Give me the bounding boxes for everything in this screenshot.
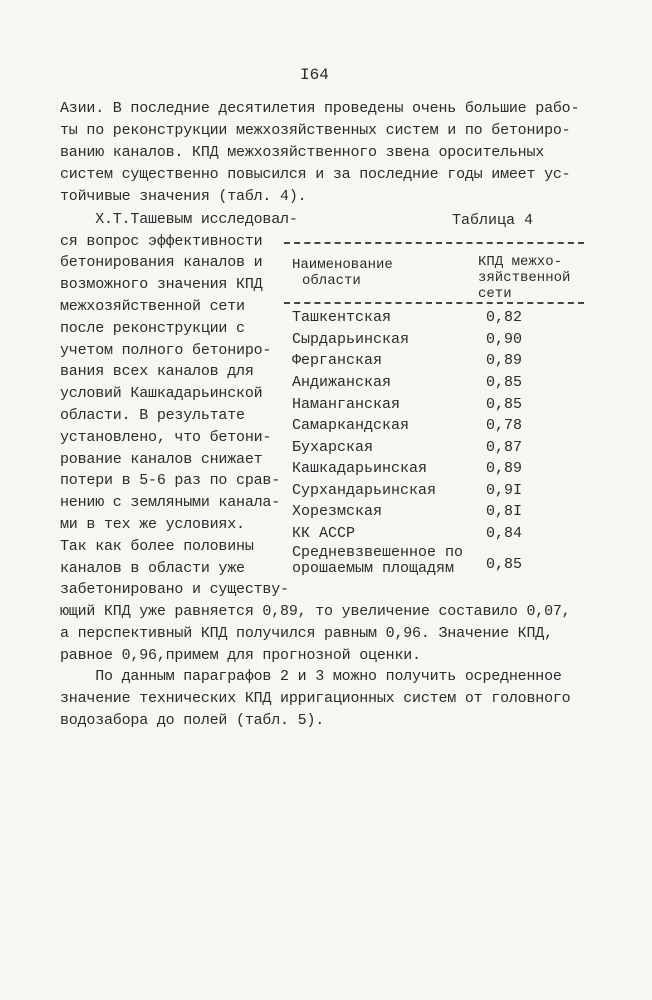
text-line: области. В результате [60, 407, 245, 424]
text-line: вания всех каналов для [60, 363, 254, 380]
efficiency-value: 0,82 [486, 309, 523, 326]
efficiency-value: 0,78 [486, 417, 523, 434]
page-number: I64 [300, 66, 329, 84]
text-line: тойчивые значения (табл. 4). [60, 188, 307, 205]
efficiency-value: 0,90 [486, 331, 523, 348]
text-line: систем существенно повысился и за последние годы имеет ус- [60, 166, 571, 183]
efficiency-value: 0,84 [486, 525, 523, 542]
text-line: возможного значения КПД [60, 276, 263, 293]
average-label-line: Средневзвешенное по [292, 544, 464, 561]
region-name: Бухарская [292, 439, 374, 456]
header-line: Наименование [292, 257, 393, 273]
text-line: ющий КПД уже равняется 0,89, то увеличение составило 0,07, [60, 603, 571, 620]
text-line: а перспективный КПД получился равным 0,96. Значение КПД, [60, 625, 553, 642]
text-line: равное 0,96,примем для прогнозной оценки. [60, 647, 421, 664]
region-name: Сырдарьинская [292, 331, 410, 348]
efficiency-value: 0,87 [486, 439, 523, 456]
header-line: области [302, 273, 361, 289]
efficiency-value: 0,89 [486, 352, 523, 369]
text-line: водозабора до полей (табл. 5). [60, 712, 325, 729]
text-line: нению с земляными канала- [60, 494, 281, 511]
region-name: Ферганская [292, 352, 383, 369]
table-header-efficiency [478, 254, 570, 302]
text-line: ванию каналов. КПД межхозяйственного звена оросительных [60, 144, 545, 161]
table-caption: Таблица 4 [452, 212, 534, 229]
text-line: значение технических КПД ирригационных систем от головного [60, 690, 571, 707]
table-rule-header [284, 302, 584, 304]
region-name: Ташкентская [292, 309, 392, 326]
table-header-region [292, 257, 393, 289]
efficiency-value: 0,8I [486, 503, 523, 520]
region-name: Наманганская [292, 396, 401, 413]
region-name: Хорезмская [292, 503, 383, 520]
text-line: ся вопрос эффективности [60, 233, 263, 250]
region-name: Сурхандарьинская [292, 482, 437, 499]
text-line: потери в 5-6 раз по срав- [60, 472, 281, 489]
text-line: учетом полного бетониро- [60, 342, 272, 359]
text-line: межхозяйственной сети [60, 298, 245, 315]
text-line: забетонировано и существу- [60, 581, 289, 598]
text-line: рование каналов снижает [60, 451, 263, 468]
region-name: КК АССР [292, 525, 356, 542]
text-line: ми в тех же условиях. [60, 516, 245, 533]
text-line: Азии. В последние десятилетия проведены очень большие рабо- [60, 100, 580, 117]
header-line: КПД межхо- [478, 254, 563, 270]
text-line: бетонирования каналов и [60, 254, 263, 271]
region-name: Андижанская [292, 374, 392, 391]
text-line: Х.Т.Ташевым исследовал- [60, 211, 298, 228]
table-rule-top [284, 242, 584, 244]
text-line: установлено, что бетони- [60, 429, 272, 446]
text-line: условий Кашкадарьинской [60, 385, 263, 402]
text-line: Так как более половины [60, 538, 254, 555]
region-name: Самаркандская [292, 417, 410, 434]
text-line: ты по реконструкции межхозяйственных систем и по бетониро- [60, 122, 571, 139]
text-line: По данным параграфов 2 и 3 можно получить осредненное [60, 668, 562, 685]
efficiency-value: 0,85 [486, 396, 523, 413]
text-line: каналов в области уже [60, 560, 245, 577]
region-name: Кашкадарьинская [292, 460, 428, 477]
average-label-line: орошаемым площадям [292, 560, 455, 577]
efficiency-value: 0,9I [486, 482, 523, 499]
text-line: после реконструкции с [60, 320, 245, 337]
average-label [292, 545, 463, 577]
average-value: 0,85 [486, 556, 523, 573]
header-line: зяйственной [478, 270, 571, 286]
efficiency-value: 0,89 [486, 460, 523, 477]
efficiency-value: 0,85 [486, 374, 523, 391]
header-line: сети [478, 286, 512, 302]
